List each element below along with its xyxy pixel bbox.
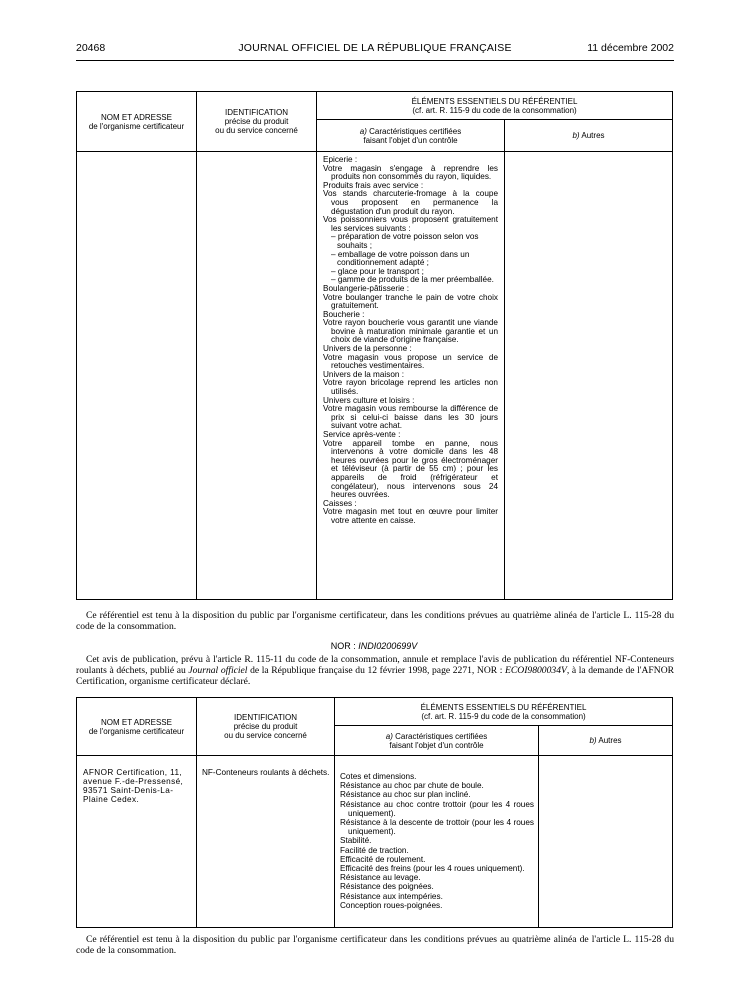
table2-product-cell: NF-Conteneurs roulants à déchets. [197,756,335,928]
subheader-certified-prefix: a) [359,126,367,136]
t2-col-header-organism-title: NOM ET ADRESSE [101,717,172,727]
t2-col-header-identification [197,698,335,756]
table1-certified-line: Votre rayon bricolage reprend les articles non utilisés. [323,378,498,397]
table1-certified-line: Boulangerie-pâtisserie : [323,283,410,293]
t2-col-header-organism-sub: de l'organisme certificateur [88,726,185,736]
nor-prefix: NOR : [330,641,356,651]
col-header-elements-title: ÉLÉMENTS ESSENTIELS DU RÉFÉRENTIEL [411,96,578,106]
table1-certified-line: Votre magasin s'engage à reprendre les produits non consommés du rayon, liquides. [323,163,498,182]
table1-certified-line: – emballage de votre poisson dans un conditionnement adapté ; [331,249,470,268]
table2-others-cell [539,756,673,928]
subheader-others-prefix: b) [572,131,580,140]
t2-col-header-identification-sub2: ou du service concerné [224,731,307,740]
t2-col-header-organism [77,698,197,756]
referential-table-2 [76,697,673,928]
table1-certified-line: Univers culture et loisirs : [323,395,415,405]
table1-certified-line: Vos stands charcuterie-fromage à la coupe vous proposent en permanence la dégustation d'un produit du rayon. [323,189,498,216]
page-header [76,42,674,56]
table1-certified-line: Univers de la maison : [323,369,404,379]
notice-part1: Cet avis de publication, prévu à l'article R. 115-11 du code de la consommation, annule et remplace l'avis de publication du référentiel NF-Conteneurs roulants à déchets, publié au [76,654,674,676]
paragraph-availability-2: Ce référentiel est tenu à la disposition du public par l'organisme certificateur dans les conditions prévues au quatrième alinéa de l'article L. 115-28 du code de la consommation. [76,934,674,956]
table2-certified-line: Résistance au choc sur plan incliné. [340,790,471,800]
table1-certified-list [323,156,498,526]
table2-certified-line: Résistance à la descente de trottoir (pour les 4 roues uniquement). [340,818,534,837]
table1-certified-line: Vos poissonniers vous proposent gratuitement les services suivants : [323,215,498,233]
table2-certified-line: Efficacité des freins (pour les 4 roues uniquement). [340,864,525,874]
t2-col-header-elements-title: ÉLÉMENTS ESSENTIELS DU RÉFÉRENTIEL [420,702,587,712]
table1-certified-line: Univers de la personne : [323,344,412,354]
t2-col-header-identification-sub1: précise du produit [233,722,298,731]
table1-certified-line: Caisses : [323,498,357,508]
table1-certified-line: Votre rayon boucherie vous garantit une viande bovine à maturation minimale garantie et un choix de viande d'origine française. [323,318,498,345]
col-header-identification-sub2: ou du service concerné [215,126,298,135]
notice-code: ECOI9800034V [505,664,567,676]
table1-certified-line: – préparation de votre poisson selon vos souhaits ; [331,232,479,250]
notice-part2: de la République française du 12 février 1998, page 2271, NOR : [250,664,503,676]
table2-certified-line: Stabilité. [340,836,372,846]
subheader-others-label: Autres [581,131,605,140]
table1-certified-line: Votre boulanger tranche le pain de votre choix gratuitement. [323,292,498,311]
table1-certified-line: – gamme de produits de la mer préemballée. [331,275,494,285]
col-header-organism-title: NOM ET ADRESSE [101,112,172,122]
t2-subheader-certified-line2: faisant l'objet d'un contrôle [389,740,484,750]
table1-certified-line: Boucherie : [323,309,365,319]
col-header-identification [197,92,317,152]
table2-certified-line: Résistance aux intempéries. [340,891,443,901]
referential-table-1 [76,91,673,600]
t2-subheader-certified [335,726,539,756]
table2-certified-line: Résistance des poignées. [340,882,434,892]
table2-certified-line: Résistance au choc contre trottoir (pour les 4 roues uniquement). [340,799,534,818]
table1-certified-line: Votre appareil tombe en panne, nous intervenons à votre domicile dans les 48 heures ouvrées pour le gros électroménager et téléviseur (à partir de 55 cm) ; pour les appareils de froid (réfrigérateur et congélateur), nous intervenons sous 24 heures ouvrées. [323,438,498,500]
table2-certified-line: Résistance au levage. [340,873,421,883]
col-header-identification-title: IDENTIFICATION [225,108,288,117]
table1-certified-line: Votre magasin vous propose un service de retouches vestimentaires. [323,352,498,371]
table2-certified-line: Facilité de traction. [340,845,409,855]
table2-certified-line: Conception roues-poignées. [340,900,443,910]
table2-certified-cell [335,756,539,928]
col-header-organism [77,92,197,152]
t2-subheader-certified-line1: Caractéristiques certifiées [395,731,488,741]
t2-col-header-identification-title: IDENTIFICATION [234,713,297,722]
header-rule [76,60,674,61]
page-number: 20468 [76,42,106,54]
t2-subheader-others-label: Autres [598,736,622,745]
issue-date: 11 décembre 2002 [587,42,674,54]
table1-certified-line: Produits frais avec service : [323,180,424,190]
notice-part3: , à la demande de l'AFNOR Certification, organisme certificateur déclaré. [76,664,675,687]
table2-certified-line: Résistance au choc par chute de boule. [340,781,484,791]
paragraph-availability-1: Ce référentiel est tenu à la disposition du public par l'organisme certificateur, dans les conditions prévues au quatrième alinéa de l'article L. 115-28 du code de la consommation. [76,610,674,632]
table1-certified-line: Votre magasin vous rembourse la différence de prix si celui-ci baisse dans les 30 jours suivant votre achat. [323,404,498,431]
notice-journal: Journal officiel [188,664,248,676]
t2-col-header-elements [335,698,673,726]
subheader-certified [317,120,505,152]
t2-col-header-elements-sub: (cf. art. R. 115-9 du code de la consommation) [421,711,586,721]
col-header-identification-sub1: précise du produit [224,117,289,126]
t2-subheader-others-prefix: b) [589,736,597,745]
table1-product-cell [197,152,317,600]
table2-certified-list [340,772,534,910]
table2-organism-cell: AFNOR Certification, 11, avenue F.-de-Pressensé, 93571 Saint-Denis-La-Plaine Cedex. [77,756,197,928]
t2-subheader-others [539,726,673,756]
journal-title: JOURNAL OFFICIEL DE LA RÉPUBLIQUE FRANÇAISE [238,42,512,54]
table1-organism-cell [77,152,197,600]
col-header-elements [317,92,673,120]
nor-code: INDI0200699V [358,641,418,651]
table1-certified-cell [317,152,505,600]
table1-certified-line: Epicerie : [323,155,358,164]
t2-subheader-certified-prefix: a) [385,731,393,741]
table1-certified-line: – glace pour le transport ; [331,266,424,276]
table2-certified-line: Efficacité de roulement. [340,854,426,864]
subheader-others [505,120,673,152]
subheader-certified-line2: faisant l'objet d'un contrôle [363,135,458,145]
subheader-certified-line1: Caractéristiques certifiées [369,126,462,136]
table1-others-cell [505,152,673,600]
nor-reference-1 [0,641,748,651]
paragraph-publication-notice [76,655,674,687]
table2-certified-line: Cotes et dimensions. [340,772,417,781]
table1-certified-line: Service après-vente : [323,430,401,439]
col-header-elements-sub: (cf. art. R. 115-9 du code de la consommation) [412,105,577,115]
col-header-organism-sub: de l'organisme certificateur [88,121,185,131]
table1-certified-line: Votre magasin met tout en œuvre pour limiter votre attente en caisse. [323,507,498,525]
